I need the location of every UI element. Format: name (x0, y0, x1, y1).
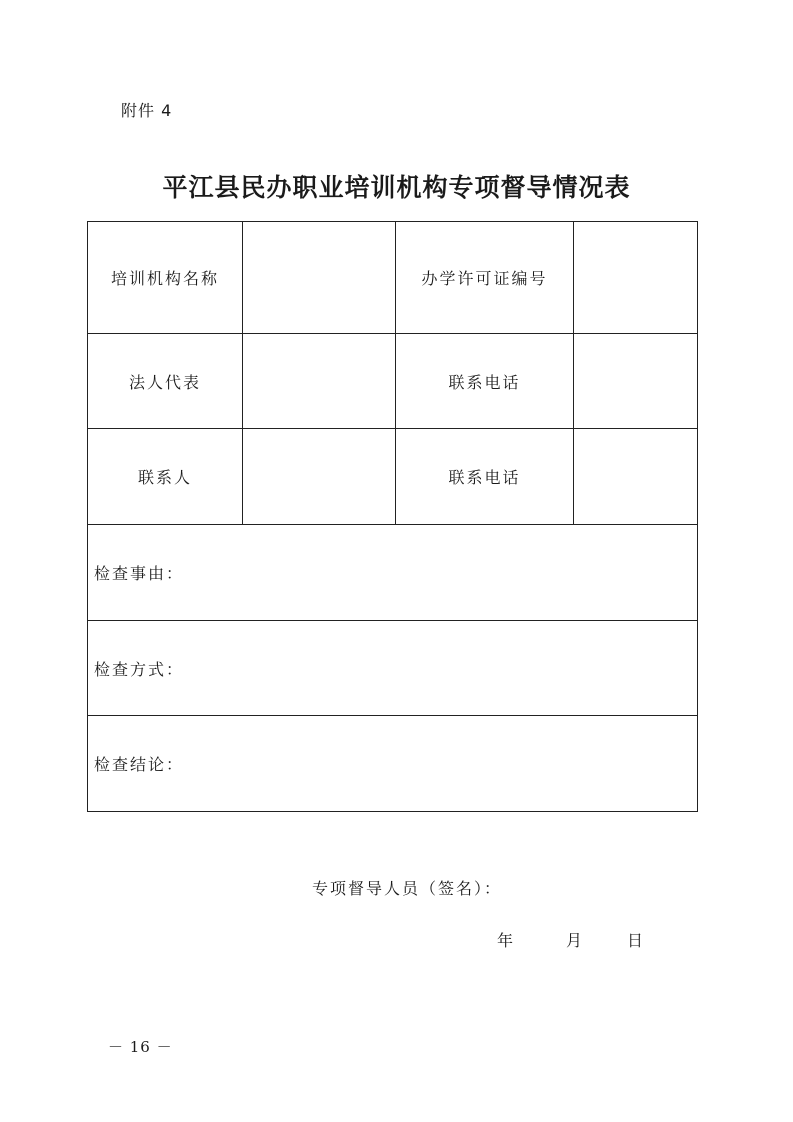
license-no-label: 办学许可证编号 (396, 222, 574, 334)
form-row-reason (88, 525, 698, 621)
contact-phone-field[interactable] (574, 429, 698, 525)
org-name-label: 培训机构名称 (88, 222, 243, 334)
inspection-method-label: 检查方式： (94, 659, 185, 679)
legal-rep-phone-field[interactable] (574, 334, 698, 429)
org-name-field[interactable] (243, 222, 396, 334)
inspection-conclusion-label: 检查结论： (94, 755, 185, 774)
inspection-method-field[interactable] (88, 621, 698, 716)
date-month-label: 月 (566, 931, 583, 950)
inspection-conclusion-field[interactable] (88, 716, 698, 812)
date-year-label: 年 (497, 931, 514, 950)
license-no-field[interactable] (574, 222, 698, 334)
form-row-org (88, 222, 698, 334)
form-row-legal-rep (88, 334, 698, 429)
supervision-form-table (87, 221, 698, 812)
inspection-reason-label: 检查事由： (94, 564, 185, 583)
inspection-reason-field[interactable] (88, 525, 698, 621)
contact-person-label: 联系人 (88, 429, 243, 525)
form-row-method (88, 621, 698, 716)
legal-rep-field[interactable] (243, 334, 396, 429)
form-row-contact (88, 429, 698, 525)
legal-rep-label: 法人代表 (88, 334, 243, 429)
contact-person-field[interactable] (243, 429, 396, 525)
contact-phone-label: 联系电话 (396, 429, 574, 525)
form-row-conclusion (88, 716, 698, 812)
attachment-label: 附件 4 (121, 101, 173, 120)
page-number: － 16 － (108, 1038, 173, 1056)
date-day-label: 日 (627, 931, 644, 950)
legal-rep-phone-label: 联系电话 (396, 334, 574, 429)
document-title: 平江县民办职业培训机构专项督导情况表 (162, 173, 631, 202)
signature-label: 专项督导人员（签名）： (312, 879, 503, 898)
